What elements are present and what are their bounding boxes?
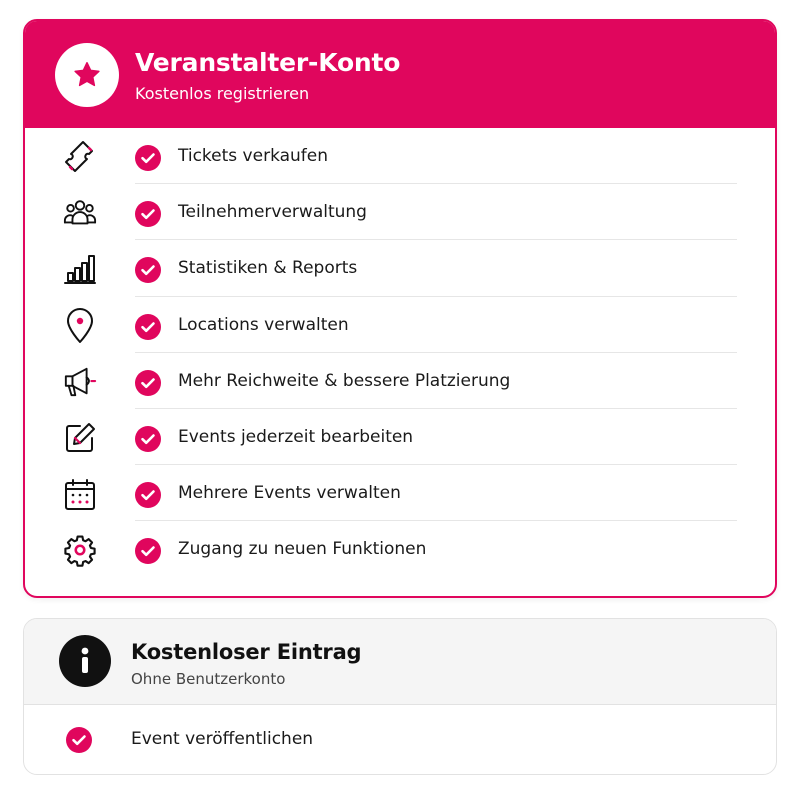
feature-row xyxy=(25,409,775,465)
feature-label: Locations verwalten xyxy=(178,314,349,335)
feature-label: Event veröffentlichen xyxy=(131,729,314,749)
users-icon xyxy=(63,196,97,230)
check-circle-icon xyxy=(135,201,161,227)
feature-label: Mehr Reichweite & bessere Platzierung xyxy=(178,370,511,391)
free-listing-card[interactable] xyxy=(23,618,777,775)
check-circle-icon xyxy=(135,538,161,564)
organizer-feature-list xyxy=(25,128,775,578)
organizer-card-header xyxy=(25,21,775,128)
organizer-account-card[interactable] xyxy=(23,19,777,598)
free-card-header xyxy=(24,619,776,705)
location-pin-icon xyxy=(63,309,97,343)
feature-label: Mehrere Events verwalten xyxy=(178,483,401,504)
star-icon xyxy=(55,43,119,107)
free-card-title: Kostenloser Eintrag xyxy=(131,640,362,664)
feature-row xyxy=(25,297,775,353)
info-icon xyxy=(59,635,111,687)
megaphone-icon xyxy=(63,365,97,399)
feature-label: Tickets verkaufen xyxy=(178,146,329,166)
feature-label: Teilnehmerverwaltung xyxy=(178,202,367,223)
check-circle-icon xyxy=(135,426,161,452)
feature-label: Statistiken & Reports xyxy=(178,258,358,279)
feature-label: Zugang zu neuen Funktionen xyxy=(178,539,427,560)
check-circle-icon xyxy=(66,727,92,753)
check-circle-icon xyxy=(135,370,161,396)
feature-row xyxy=(24,705,776,775)
organizer-card-subtitle: Kostenlos registrieren xyxy=(135,84,310,103)
feature-row xyxy=(25,184,775,240)
check-circle-icon xyxy=(135,145,161,171)
gear-icon xyxy=(63,533,97,567)
check-circle-icon xyxy=(135,257,161,283)
feature-label: Events jederzeit bearbeiten xyxy=(178,426,414,447)
feature-row xyxy=(25,521,775,577)
feature-row xyxy=(25,240,775,296)
bar-chart-icon xyxy=(63,252,97,286)
free-card-subtitle: Ohne Benutzerkonto xyxy=(131,670,286,688)
ticket-icon xyxy=(63,140,97,174)
check-circle-icon xyxy=(135,482,161,508)
check-circle-icon xyxy=(135,314,161,340)
organizer-card-title: Veranstalter-Konto xyxy=(135,48,401,77)
feature-row xyxy=(25,128,775,184)
feature-row xyxy=(25,353,775,409)
edit-icon xyxy=(63,421,97,455)
calendar-icon xyxy=(63,477,97,511)
feature-row xyxy=(25,465,775,521)
